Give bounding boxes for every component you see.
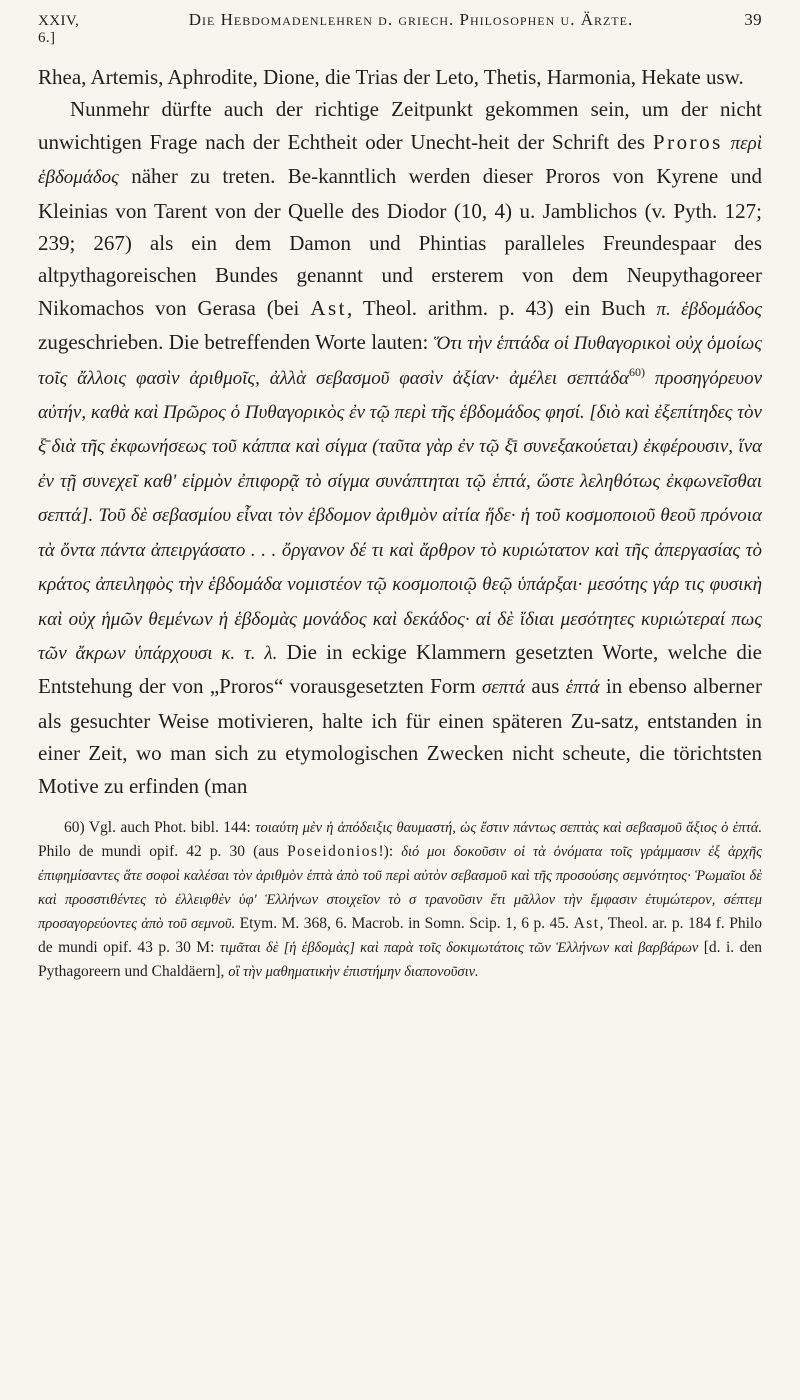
author-name-poseidonios: Poseidonios — [287, 842, 379, 860]
running-head — [38, 10, 762, 47]
main-text — [38, 61, 762, 802]
greek-title: περὶ ἑβδομάδος — [38, 132, 762, 189]
footnote-reference: 60) — [628, 364, 645, 379]
greek-word: ἑπτά — [565, 677, 600, 699]
author-name-ast: Ast — [573, 914, 600, 932]
paragraph-2 — [38, 93, 762, 802]
text-run: Nunmehr dürfte auch der richtige Zeitpunkt gekommen sein, um der nicht unwichtigen Frage nach der Echtheit oder Unecht-heit der Schrift des — [38, 97, 762, 154]
footnote-text: 60) Vgl. auch Phot. bibl. 144: — [64, 818, 256, 836]
footnote-text: !): — [378, 842, 402, 860]
text-run: zugeschrieben. Die betreffenden Worte lauten: — [38, 330, 434, 355]
text-run: aus — [525, 674, 566, 699]
greek-quotation: προσηγόρευον αὐτήν, καθὰ καὶ Πρῶρος ὁ Πυθαγορικὸς ἐν τῷ περὶ τῆς ἑβδομάδος φησί. [διὸ καὶ ἐξεπίτηδες τὸν ξ̄ διὰ τῆς ἐκφωνήσεως τοῦ κάππα καὶ σίγμα (ταῦτα γὰρ ἐν τῷ ξ̄ι συνεξακούεται) ἐκφέρουσιν, ἵνα ἐν τῇ συνεχεῖ καθ' εἱρμὸν ἐπιφορᾷ τὸ σίγμα συνάπτηται τῷ ἑπτά, ὥστε λεληθότως ἐκφωνεῖσθαι σεπτά]. Τοῦ δὲ σεβασμίου εἶναι τὸν ἑβδομον ἀριθμὸν αἰτία ἥδε· ἡ τοῦ κοσμοποιοῦ θεοῦ πρόνοια τὰ ὄντα πάντα ἀπειργάσατο . . . ὄργανον δέ τι καὶ ἄρθρον τὸ κυριώτατον καὶ τῆς ἀπεργασίας τὸ κράτος ἀπειληφὸς τὴν ἑβδομάδα νομιστέον τῷ κοσμοποιῷ θεῷ ὑπάρξαι· μεσότης γάρ τις φυσικὴ καὶ οὐχ ἡμῶν θεμένων ἡ ἑβδομὰς μονάδος καὶ δεκάδος· αἱ δὲ ἴδιαι μεσότητες κυριώτεραί πως τῶν ἄκρων ὑπάρχουσι κ. τ. λ. — [38, 367, 763, 664]
author-name-proros: Proros — [652, 129, 723, 154]
footnote-text: Philo de mundi opif. 42 p. 30 (aus — [38, 842, 288, 860]
greek-citation: οἳ τὴν μαθηματικὴν ἐπιστήμην διαπονοῦσιν. — [228, 963, 479, 980]
greek-citation: τοιαύτη μὲν ἡ ἀπόδειξις θαυμαστή, ὡς ἔστιν πάντως σεπτὰς καὶ σεβασμοῦ ἄξιος ὁ ἑπτά. — [255, 819, 762, 836]
text-run: in ebenso alberner als gesuchter Weise motivieren, halte ich für einen späteren Zu-satz, entstanden in einer Zeit, wo man sich zu etymologischen Zwecken nicht scheute, die törichtsten Motive zu erfinden (man — [38, 674, 762, 798]
greek-quotation: Ὅτι τὴν ἑπτάδα οἱ Πυθαγορικοὶ οὐχ ὁμοίως τοῖς ἄλλοις φασὶν ἀριθμοῖς, ἀλλὰ σεβασμοῦ φασὶν ἀξίαν· ἀμέλει σεπτάδα — [38, 333, 762, 389]
footnote-text: , Theol. ar. p. 184 f. Philo de mundi opif. 43 p. 30 M: — [38, 914, 762, 956]
greek-word: σεπτά — [481, 677, 526, 699]
greek-citation: διό μοι δοκοῦσιν οἱ τὰ ὀνόματα τοῖς γράμμασιν ἐξ ἀρχῆς ἐπιφημίσαντες ἅτε σοφοὶ καλέσαι τὸν ἀριθμὸν ἑπτὰ ἀπὸ τοῦ περὶ αὐτὸν σεβασμοῦ καὶ τῆς προσούσης σεμνότητος· Ῥωμαῖοι δὲ καὶ προσστιθέντες τὸ ἐλλειφθὲν ὑφ' Ἑλλήνων στοιχεῖον τὸ σ τρανοῦσιν ἔτι μᾶλλον τὴν ἔμφασιν ἐτυμώτερον, σέπτεμ προσαγορεύοντες ἀπὸ τοῦ σεμνοῦ. — [38, 843, 762, 932]
greek-citation: τιμᾶται δὲ [ἡ ἑβδομὰς] καὶ παρὰ τοῖς δοκιμωτάτοις τῶν Ἑλλήνων καὶ βαρβάρων — [219, 939, 699, 956]
text-run: Die in eckige Klammern gesetzten Worte, welche die Entstehung der von „Proros“ vorausgesetzten Form — [38, 639, 762, 699]
greek-title: π. ἑβδομάδος — [656, 298, 762, 320]
running-title: Die Hebdomadenlehren d. griech. Philosophen u. Ärzte. — [188, 10, 634, 29]
footnote-text: Etym. M. 368, 6. Macrob. in Somn. Scip. 1, 6 p. 45. — [235, 914, 574, 932]
page-number: 39 — [744, 10, 762, 29]
author-name-ast: Ast — [310, 295, 348, 320]
text-run: , Theol. arithm. p. 43) ein Buch — [347, 295, 657, 320]
paragraph-1: Rhea, Artemis, Aphrodite, Dione, die Trias der Leto, Thetis, Harmonia, Hekate usw. — [38, 65, 744, 89]
section-marker: XXIV, 6.] — [38, 13, 80, 46]
text-run: näher zu treten. Be-kanntlich werden dieser Proros von Kyrene und Kleinias von Tarent von der Quelle des Diodor (10, 4) u. Jamblichos (v. Pyth. 127; 239; 267) als ein dem Damon und Phintias paralleles Freundespaar des altpythagoreischen Bundes genannt und ersterem von dem Neupythagoreer Nikomachos von Gerasa (bei — [38, 164, 762, 320]
footnote-text: [d. i. den Pythagoreern und Chaldäern], — [38, 938, 762, 980]
footnote-60 — [38, 816, 762, 984]
